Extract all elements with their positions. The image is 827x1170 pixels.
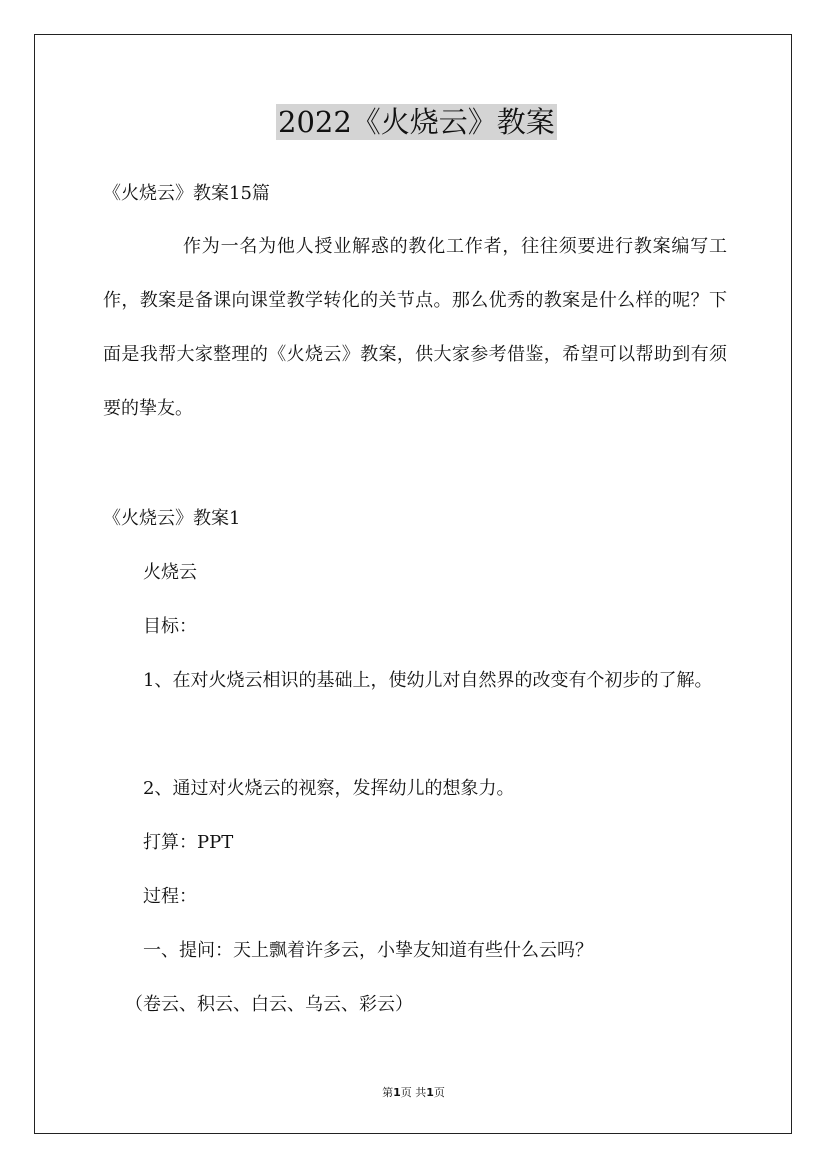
intro-paragraph: 作为一名为他人授业解惑的教化工作者，往往须要进行教案编写工作，教案是备课向课堂教学转化的关节点。那么优秀的教案是什么样的呢？下面是我帮大家整理的《火烧云》教案，供大家参考借鉴，希望可以帮助到有须要的挚友。 bbox=[103, 236, 727, 419]
document-subtitle: 《火烧云》教案15篇 bbox=[103, 183, 270, 204]
footer-page-mid: 页 共 bbox=[400, 1086, 427, 1099]
footer-page-number: 1 bbox=[393, 1086, 401, 1099]
page-footer bbox=[0, 1086, 827, 1100]
goal-1: 1、在对火烧云相识的基础上，使幼儿对自然界的改变有个初步的了解。 bbox=[143, 670, 713, 691]
section-heading: 《火烧云》教案1 bbox=[103, 508, 241, 529]
footer-page-total: 1 bbox=[426, 1086, 434, 1099]
footer-page-suffix: 页 bbox=[433, 1086, 445, 1099]
goals-label: 目标： bbox=[143, 616, 197, 637]
process-step-1-answer: （卷云、积云、白云、乌云、彩云） bbox=[125, 994, 413, 1015]
preparation: 打算：PPT bbox=[143, 832, 234, 853]
footer-page-prefix: 第 bbox=[382, 1086, 394, 1099]
lesson-title: 火烧云 bbox=[143, 562, 197, 583]
document-title: 2022《火烧云》教案 bbox=[278, 105, 555, 139]
process-label: 过程： bbox=[143, 886, 197, 907]
process-step-1: 一、提问：天上飘着许多云，小挚友知道有些什么云吗？ bbox=[143, 940, 593, 961]
goal-2: 2、通过对火烧云的视察，发挥幼儿的想象力。 bbox=[143, 778, 515, 799]
